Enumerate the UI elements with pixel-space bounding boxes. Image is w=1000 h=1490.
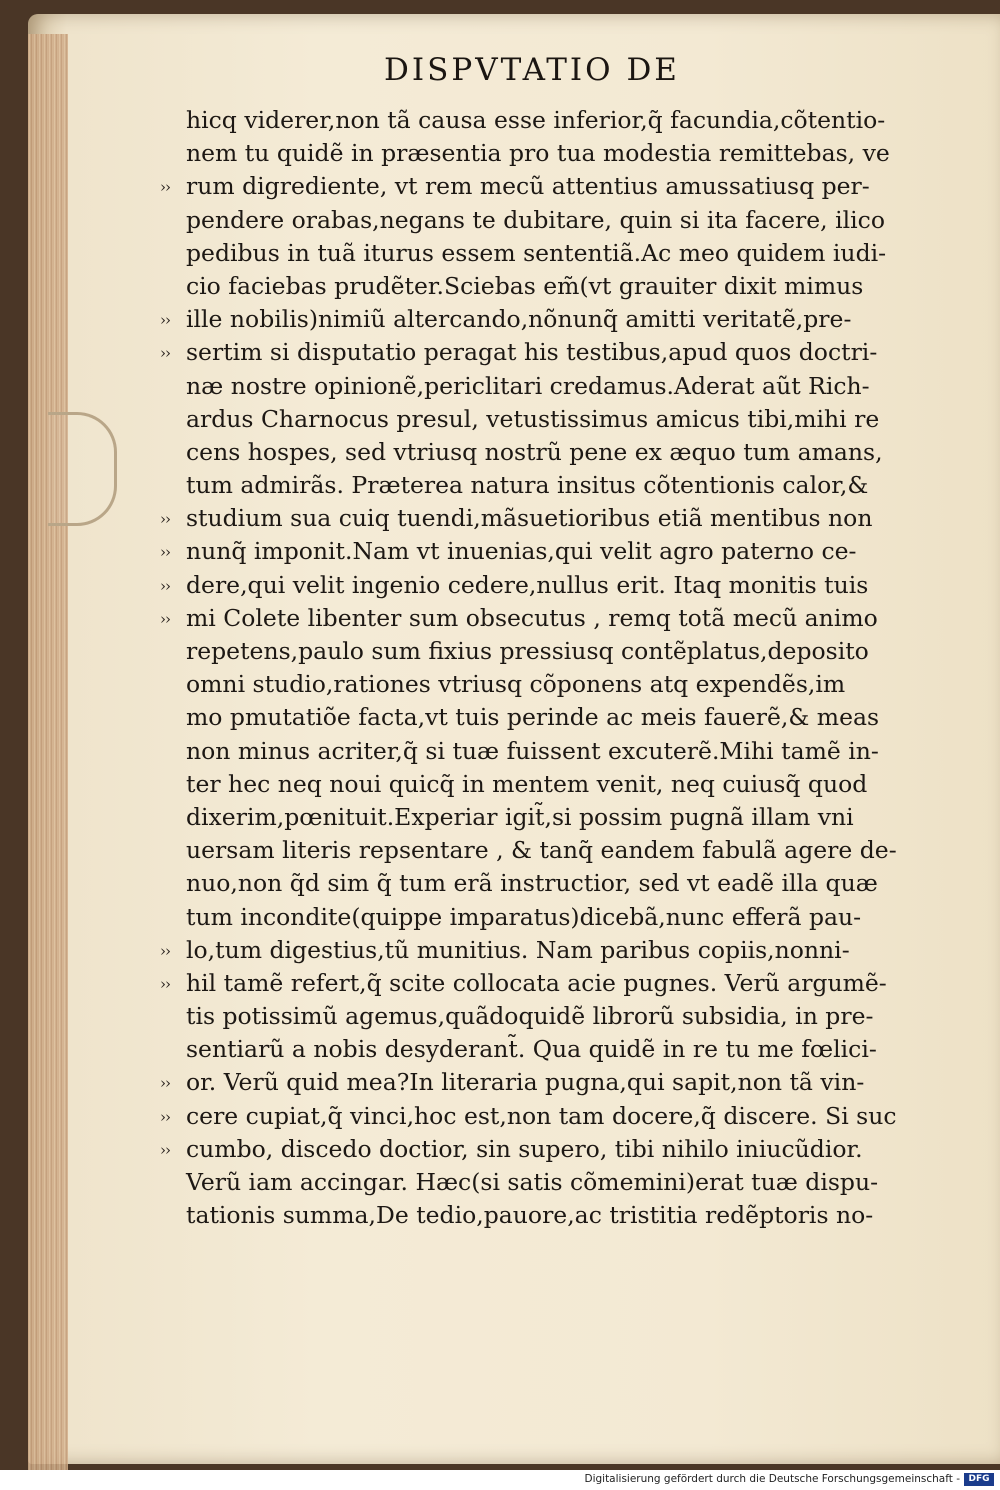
margin-quote-marker: ›› <box>160 178 170 197</box>
margin-quote-marker: ›› <box>160 609 170 628</box>
text-line <box>160 1133 950 1166</box>
margin-quote-marker: ›› <box>160 344 170 363</box>
text-line <box>160 768 950 801</box>
text-line <box>160 403 950 436</box>
line-text: sertim si disputatio peragat his testibus,apud quos doctri- <box>186 338 878 367</box>
line-text: hicq viderer,non tã causa esse inferior,q̃ facundia,cõtentio- <box>186 106 886 134</box>
body-text <box>160 104 950 1232</box>
line-text: omni studio,rationes vtriusq cõponens atq expendẽs,im <box>186 670 846 699</box>
dfg-logo: DFG <box>964 1473 994 1486</box>
text-line <box>160 137 950 170</box>
line-text: næ nostre opinionẽ,periclitari credamus.Aderat aũt Rich- <box>186 371 870 400</box>
text-line <box>160 204 950 237</box>
line-text: mi Colete libenter sum obsecutus , remq totã mecũ animo <box>186 603 878 632</box>
margin-quote-marker: ›› <box>160 1107 170 1126</box>
text-line <box>160 104 950 137</box>
margin-quote-marker: ›› <box>160 311 170 330</box>
line-text: Verũ iam accingar. Hæc(si satis cõmemini)erat tuæ dispu- <box>186 1168 879 1196</box>
text-line <box>160 502 950 535</box>
margin-quote-marker: ›› <box>160 576 170 595</box>
text-line <box>160 303 950 336</box>
text-line <box>160 1166 950 1199</box>
text-line <box>160 867 950 900</box>
line-text: sentiarũ a nobis desyderant̃. Qua quidẽ in re tu me fœlici- <box>186 1035 877 1064</box>
line-text: cere cupiat,q̃ vinci,hoc est,non tam docere,q̃ discere. Si suc <box>186 1101 897 1130</box>
text-line <box>160 967 950 1000</box>
funding-credit: Digitalisierung gefördert durch die Deutsche Forschungsgemeinschaft - <box>584 1473 960 1485</box>
line-text: studium sua cuiq tuendi,mãsuetioribus etiã mentibus non <box>186 504 873 533</box>
line-text: pendere orabas,negans te dubitare, quin si ita facere, ilico <box>186 205 885 234</box>
line-text: pedibus in tuã iturus essem sententiã.Ac meo quidem iudi- <box>186 238 887 267</box>
line-text: hil tamẽ refert,q̃ scite collocata acie pugnes. Verũ argumẽ- <box>186 968 887 997</box>
text-line <box>160 535 950 568</box>
text-line <box>160 834 950 867</box>
text-line <box>160 1066 950 1099</box>
line-text: tationis summa,De tedio,pauore,ac tristitia redẽptoris no- <box>186 1201 874 1230</box>
text-line <box>160 1000 950 1033</box>
text-line <box>160 1033 950 1066</box>
margin-quote-marker: ›› <box>160 1140 170 1159</box>
text-line <box>160 370 950 403</box>
line-text: dixerim,pœnituit.Experiar igit̃,si possim pugnã illam vni <box>186 802 854 831</box>
text-line <box>160 901 950 934</box>
text-line <box>160 170 950 203</box>
line-text: nem tu quidẽ in præsentia pro tua modestia remittebas, ve <box>186 139 890 168</box>
line-text: uersam literis repsentare , & tanq̃ eandem fabulã agere de- <box>186 836 897 865</box>
line-text: rum digrediente, vt rem mecũ attentius amussatiusq per- <box>186 172 870 201</box>
clasp-strap <box>48 412 117 526</box>
line-text: repetens,paulo sum fixius pressiusq contẽplatus,deposito <box>186 637 869 665</box>
margin-quote-marker: ›› <box>160 1074 170 1093</box>
text-line <box>160 469 950 502</box>
line-text: ter hec neq noui quicq̃ in mentem venit, neq cuiusq̃ quod <box>186 769 868 798</box>
line-text: tis potissimũ agemus,quãdoquidẽ librorũ subsidia, in pre- <box>186 1002 874 1031</box>
text-line <box>160 569 950 602</box>
line-text: cens hospes, sed vtriusq nostrũ pene ex æquo tum amans, <box>186 437 883 466</box>
line-text: nunq̃ imponit.Nam vt inuenias,qui velit agro paterno ce- <box>186 537 857 566</box>
line-text: or. Verũ quid mea?In literaria pugna,qui sapit,non tã vin- <box>186 1068 865 1097</box>
line-text: cio faciebas prudẽter.Sciebas em̃(vt grauiter dixit mimus <box>186 271 864 300</box>
line-text: lo,tum digestius,tũ munitius. Nam paribus copiis,nonni- <box>186 935 850 964</box>
line-text: tum incondite(quippe imparatus)dicebã,nunc efferã pau- <box>186 902 862 931</box>
text-line <box>160 1199 950 1232</box>
line-text: mo pmutatiõe facta,vt tuis perinde ac meis fauerẽ,& meas <box>186 703 880 732</box>
line-text: non minus acriter,q̃ si tuæ fuissent excuterẽ.Mihi tamẽ in- <box>186 736 879 765</box>
text-line <box>160 436 950 469</box>
running-head: DISPVTATIO DE <box>384 52 680 88</box>
text-line <box>160 934 950 967</box>
line-text: dere,qui velit ingenio cedere,nullus erit. Itaq monitis tuis <box>186 570 869 599</box>
margin-quote-marker: ›› <box>160 941 170 960</box>
line-text: cumbo, discedo doctior, sin supero, tibi nihilo iniucũdior. <box>186 1134 863 1163</box>
text-line <box>160 1100 950 1133</box>
margin-quote-marker: ›› <box>160 974 170 993</box>
text-line <box>160 635 950 668</box>
text-line <box>160 701 950 734</box>
text-line <box>160 336 950 369</box>
line-text: ardus Charnocus presul, vetustissimus amicus tibi,mihi re <box>186 404 880 433</box>
line-text: tum admirãs. Præterea natura insitus cõtentionis calor,& <box>186 471 869 500</box>
line-text: ille nobilis)nimiũ altercando,nõnunq̃ amitti veritatẽ,pre- <box>186 305 852 334</box>
margin-quote-marker: ›› <box>160 543 170 562</box>
text-line <box>160 668 950 701</box>
text-line <box>160 237 950 270</box>
text-line <box>160 270 950 303</box>
page-edge-stack <box>28 34 68 1470</box>
text-line <box>160 602 950 635</box>
text-line <box>160 735 950 768</box>
margin-quote-marker: ›› <box>160 510 170 529</box>
text-line <box>160 801 950 834</box>
footer-bar <box>0 1470 1000 1490</box>
line-text: nuo,non q̃d sim q̃ tum erã instructior, sed vt eadẽ illa quæ <box>186 869 878 898</box>
